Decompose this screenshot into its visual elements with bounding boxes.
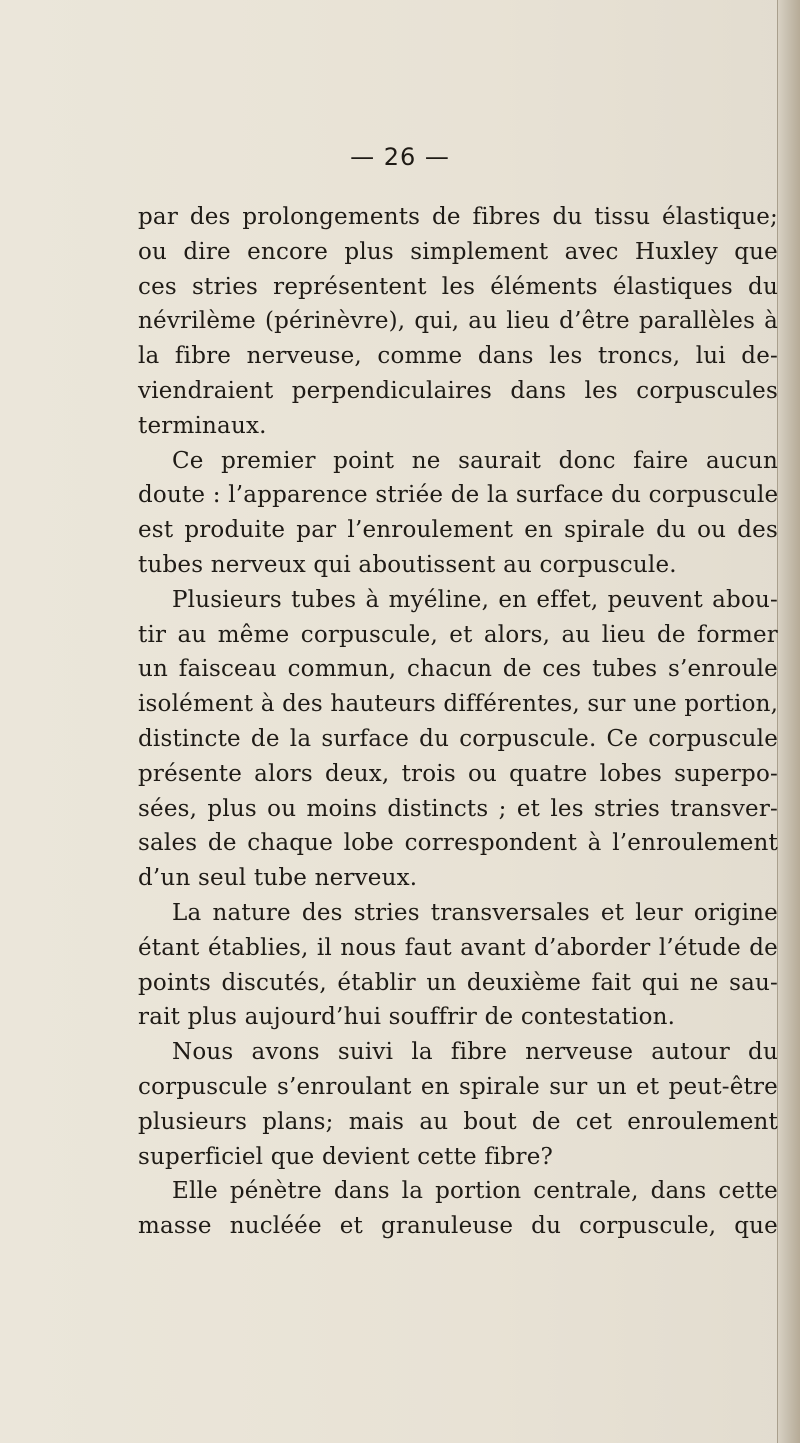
- text-line: Ce premier point ne saurait donc faire aucun: [172, 447, 778, 474]
- text-line: isolément à des hauteurs différentes, sur une portion,: [138, 691, 779, 718]
- text-line: points discutés, établir un deuxième fait qui ne sau-: [138, 969, 778, 996]
- text-line: présente alors deux, trois ou quatre lobes superpo-: [138, 760, 778, 787]
- text-line: la fibre nerveuse, comme dans les troncs, lui de-: [138, 343, 778, 370]
- text-line: est produite par l’enroulement en spirale du ou des: [138, 517, 778, 544]
- text-line: étant établies, il nous faut avant d’aborder l’étude de: [138, 934, 778, 961]
- text-line: doute : l’apparence striée de la surface du corpuscule: [138, 482, 779, 509]
- text-line: sales de chaque lobe correspondent à l’enroulement: [138, 830, 778, 857]
- text-line: ou dire encore plus simplement avec Huxley que: [138, 238, 778, 265]
- text-line: viendraient perpendiculaires dans les corpuscules: [138, 377, 778, 404]
- text-line: Elle pénètre dans la portion centrale, dans cette: [172, 1178, 778, 1205]
- text-line: Plusieurs tubes à myéline, en effet, peuvent abou-: [172, 586, 778, 613]
- text-line: d’un seul tube nerveux.: [138, 865, 418, 892]
- text-line: sées, plus ou moins distincts ; et les stries transver-: [138, 795, 778, 822]
- text-line: Nous avons suivi la fibre nerveuse autour du: [172, 1039, 778, 1066]
- text-line: névrilème (périnèvre), qui, au lieu d’être parallèles à: [138, 308, 778, 335]
- text-line: superficiel que devient cette fibre?: [138, 1143, 554, 1170]
- text-line: corpuscule s’enroulant en spirale sur un et peut-être: [138, 1073, 778, 1100]
- text-line: tir au même corpuscule, et alors, au lieu de former: [138, 621, 778, 648]
- text-line: La nature des stries transversales et leur origine: [172, 899, 778, 926]
- text-line: terminaux.: [138, 412, 267, 439]
- text-line: plusieurs plans; mais au bout de cet enroulement: [138, 1108, 778, 1135]
- text-line: distincte de la surface du corpuscule. Ce corpuscule: [138, 725, 778, 752]
- text-line: rait plus aujourd’hui souffrir de contestation.: [138, 1004, 676, 1031]
- text-line: ces stries représentent les éléments élastiques du: [138, 273, 778, 300]
- body-text: [138, 200, 778, 1244]
- text-line: tubes nerveux qui aboutissent au corpuscule.: [138, 551, 677, 578]
- text-line: masse nucléée et granuleuse du corpuscule, que: [138, 1213, 778, 1240]
- page-number: — 26 —: [350, 143, 450, 171]
- text-line: un faisceau commun, chacun de ces tubes s’enroule: [138, 656, 778, 683]
- adjacent-page-edge: [777, 0, 800, 1443]
- text-line: par des prolongements de fibres du tissu élastique;: [138, 204, 778, 230]
